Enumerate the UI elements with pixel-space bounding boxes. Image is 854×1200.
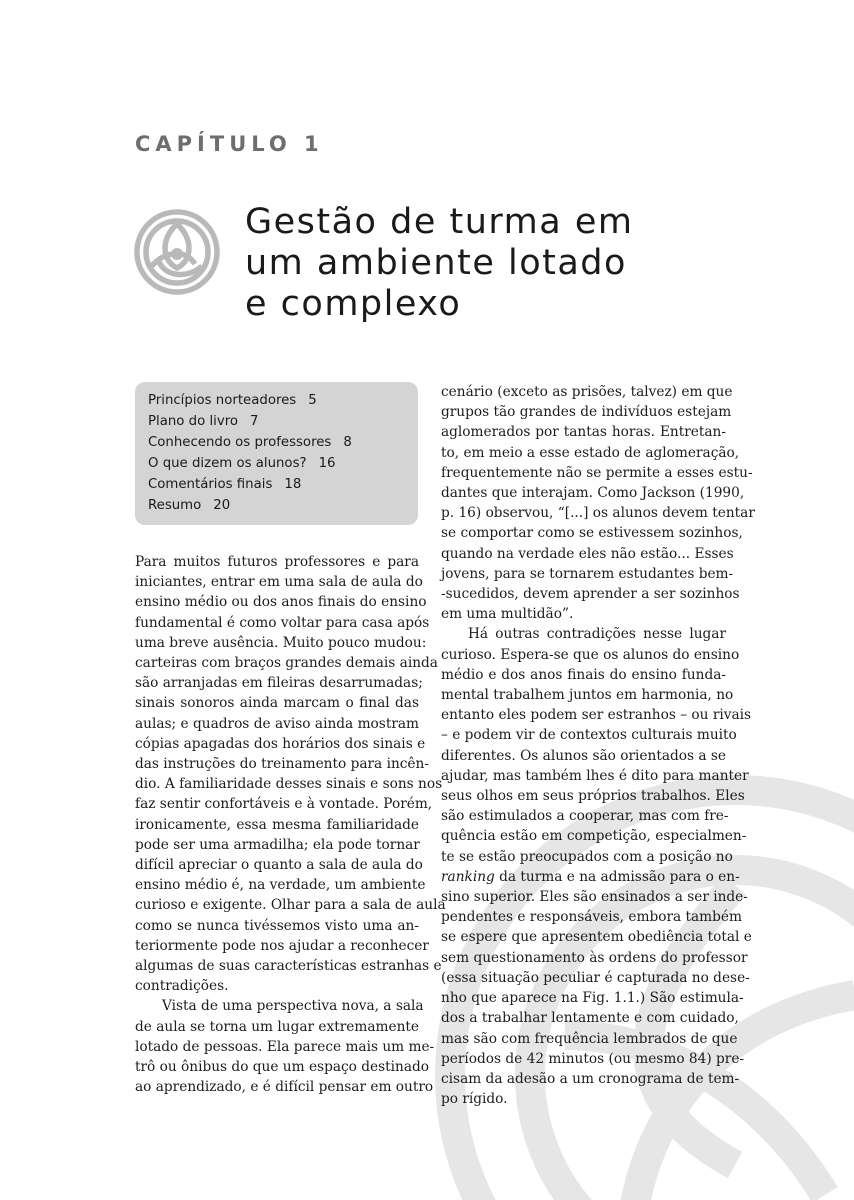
text-line: ensino médio ou dos anos finais do ensino xyxy=(135,594,427,611)
text-line: trô ou ônibus do que um espaço destinado xyxy=(135,1059,430,1076)
text-line: ironicamente, essa mesma familiaridade xyxy=(135,816,419,833)
text-line: algumas de suas características estranhas e xyxy=(135,958,442,975)
text-line: dio. A familiaridade desses sinais e sons nos xyxy=(135,776,443,793)
text-line: se espere que apresentem obediência total e xyxy=(441,929,752,946)
body-text-left-column xyxy=(135,552,446,1097)
text-line: difícil apreciar o quanto a sala de aula do xyxy=(135,857,423,874)
text-line: sinais sonoros ainda marcam o final das xyxy=(135,695,419,712)
text-line: contradições. xyxy=(135,978,229,995)
text-line: nho que aparece na Fig. 1.1.) São estimula- xyxy=(441,990,744,1007)
text-line: em uma multidão”. xyxy=(441,606,574,623)
text-line: ao aprendizado, e é difícil pensar em outro xyxy=(135,1079,434,1096)
text-line: médio e dos anos finais do ensino funda- xyxy=(441,666,726,683)
text-line: fundamental é como voltar para casa após xyxy=(135,614,430,631)
toc-item-page: 20 xyxy=(213,497,231,513)
toc-item xyxy=(148,454,418,475)
text-line: faz sentir confortáveis e à vontade. Porém, xyxy=(135,796,433,813)
text-line: teriormente pode nos ajudar a reconhecer xyxy=(135,937,429,954)
text-line: frequentemente não se permite a esses estu- xyxy=(441,464,753,481)
text-line: ensino médio é, na verdade, um ambiente xyxy=(135,877,426,894)
chapter-contents-box xyxy=(135,382,418,525)
text-line: mas são com frequência lembrados de que xyxy=(441,1030,738,1047)
toc-item-page: 7 xyxy=(250,413,259,429)
toc-item-page: 5 xyxy=(308,393,317,408)
text-line: p. 16) observou, “[...] os alunos devem tentar xyxy=(441,505,755,522)
text-line: te se estão preocupados com a posição no xyxy=(441,848,733,865)
text-line: curioso e exigente. Olhar para a sala de aula xyxy=(135,897,446,914)
text-line: (essa situação peculiar é capturada no dese- xyxy=(441,969,750,986)
toc-item xyxy=(148,496,418,517)
text-line: pendentes e responsáveis, embora também xyxy=(441,909,743,926)
toc-item xyxy=(148,391,418,412)
text-line: dantes que interajam. Como Jackson (1990, xyxy=(441,485,745,502)
text-line: ajudar, mas também lhes é dito para manter xyxy=(441,767,749,784)
text-line: seus olhos em seus próprios trabalhos. Eles xyxy=(441,788,745,805)
text-line: aglomerados por tantas horas. Entretan- xyxy=(441,424,726,441)
toc-item-title: Princípios norteadores xyxy=(148,393,297,408)
toc-item xyxy=(148,475,418,496)
text-line: pode ser uma armadilha; ela pode tornar xyxy=(135,836,420,853)
text-line-rest: da turma e na admissão para o en- xyxy=(494,868,740,885)
text-line: como se nunca tivéssemos visto uma an- xyxy=(135,917,419,934)
text-line: aulas; e quadros de aviso ainda mostram xyxy=(135,715,419,732)
toc-item-page: 16 xyxy=(318,455,336,471)
toc-item-title: Resumo xyxy=(148,497,202,513)
toc-item-title: Plano do livro xyxy=(148,413,239,429)
toc-item-page: 18 xyxy=(284,476,302,492)
text-line: curioso. Espera-se que os alunos do ensino xyxy=(441,646,740,663)
text-line: quência estão em competição, especialmen- xyxy=(441,828,747,845)
chapter-title-line: Gestão de turma em xyxy=(245,202,634,242)
toc-item-title: Comentários finais xyxy=(148,476,273,492)
text-line-ranking xyxy=(441,867,740,887)
chapter-title xyxy=(245,202,805,325)
text-line: das instruções do treinamento para incên- xyxy=(135,756,429,773)
text-line: se comportar como se estivessem sozinhos, xyxy=(441,525,743,542)
text-line: Vista de uma perspectiva nova, a sala xyxy=(162,998,424,1015)
text-line: sem questionamento às ordens do professor xyxy=(441,949,748,966)
chapter-title-line: um ambiente lotado xyxy=(245,243,627,283)
text-line: cenário (exceto as prisões, talvez) em que xyxy=(441,384,733,400)
text-line: po rígido. xyxy=(441,1091,508,1108)
toc-item-title: O que dizem os alunos? xyxy=(148,455,307,471)
body-text-right-column xyxy=(441,382,755,1109)
text-line: de aula se torna um lugar extremamente xyxy=(135,1018,419,1035)
text-line: cópias apagadas dos horários dos sinais e xyxy=(135,735,426,752)
toc-item xyxy=(148,433,418,454)
toc-item-page: 8 xyxy=(343,434,352,450)
text-line: -sucedidos, devem aprender a ser sozinhos xyxy=(441,586,740,603)
text-line: sino superior. Eles são ensinados a ser inde- xyxy=(441,889,748,906)
text-line: Há outras contradições nesse lugar xyxy=(468,626,726,643)
text-line: são arranjadas em fileiras desarrumadas; xyxy=(135,675,423,692)
chapter-title-line: e complexo xyxy=(245,284,462,324)
text-line: to, em meio a esse estado de aglomeração, xyxy=(441,444,740,461)
text-line: são estimulados a cooperar, mas com fre- xyxy=(441,808,729,825)
text-line: lotado de pessoas. Ela parece mais um me- xyxy=(135,1038,435,1055)
text-line: mental trabalhem juntos em harmonia, no xyxy=(441,687,734,704)
text-line: grupos tão grandes de indivíduos estejam xyxy=(441,404,732,421)
text-line: iniciantes, entrar em uma sala de aula do xyxy=(135,574,423,591)
triquetra-emblem-icon xyxy=(133,208,221,296)
text-line: Para muitos futuros professores e para xyxy=(135,554,419,570)
text-line: carteiras com braços grandes demais ainda xyxy=(135,655,438,672)
text-line: entanto eles podem ser estranhos – ou rivais xyxy=(441,707,752,724)
text-line: dos a trabalhar lentamente e com cuidado, xyxy=(441,1010,739,1027)
text-line: períodos de 42 minutos (ou mesmo 84) pre- xyxy=(441,1050,745,1067)
chapter-label: CAPÍTULO 1 xyxy=(135,132,324,156)
text-line: cisam da adesão a um cronograma de tem- xyxy=(441,1070,740,1087)
toc-item-title: Conhecendo os professores xyxy=(148,434,332,450)
text-line: – e podem vir de contextos culturais muito xyxy=(441,727,737,744)
text-line: jovens, para se tornarem estudantes bem- xyxy=(441,565,734,582)
text-line: diferentes. Os alunos são orientados a se xyxy=(441,747,726,764)
toc-item xyxy=(148,412,418,433)
text-line: quando na verdade eles não estão... Esses xyxy=(441,545,734,562)
italic-term: ranking xyxy=(441,868,495,885)
text-line: uma breve ausência. Muito pouco mudou: xyxy=(135,634,427,651)
